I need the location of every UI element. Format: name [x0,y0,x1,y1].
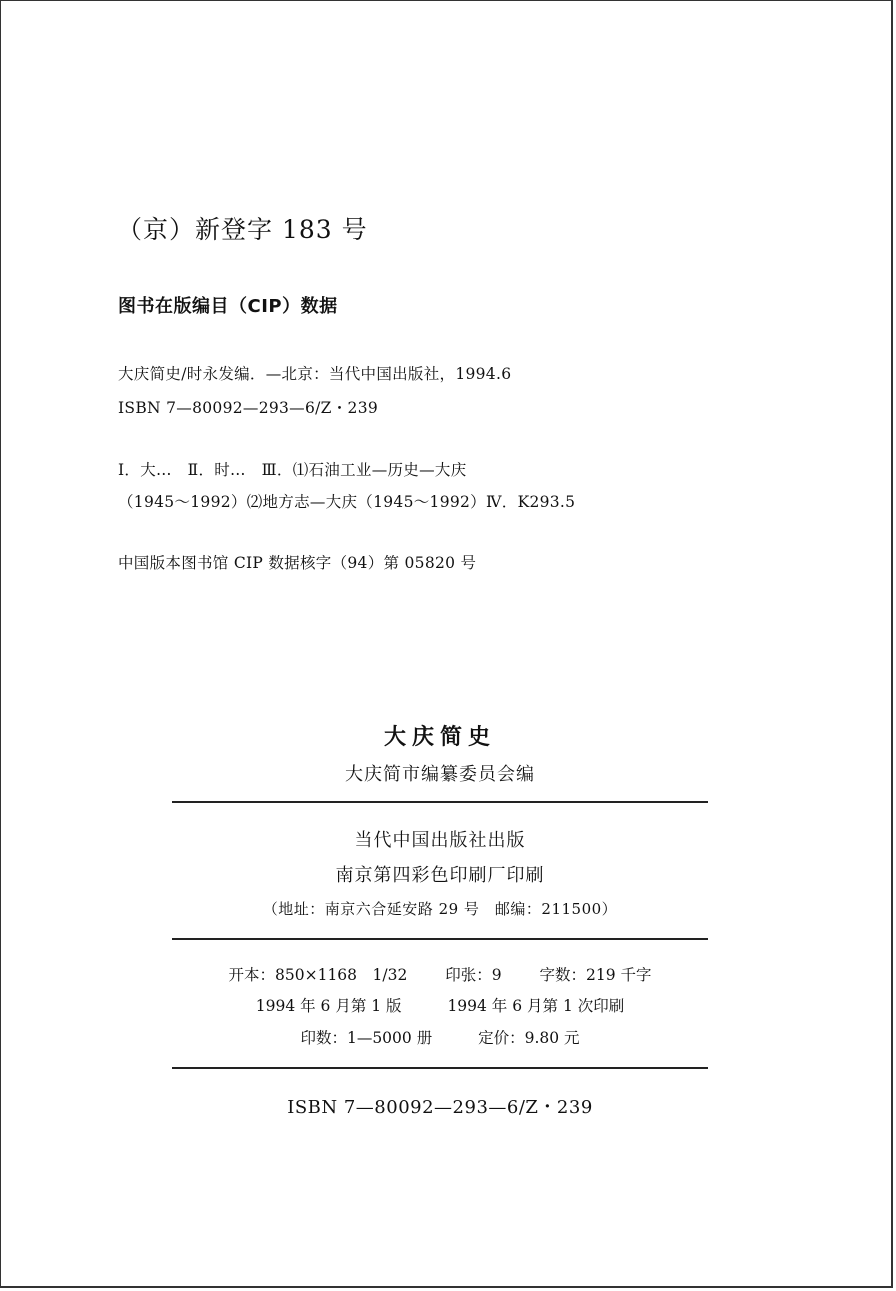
cip-line-classification: （1945～1992）⑵地方志—大庆（1945～1992）Ⅳ．K293.5 [118,493,576,511]
specs-line-1 [172,963,708,985]
divider-rule [172,801,708,803]
registration-number: （京）新登字 183 号 [117,215,368,244]
edition: 1994 年 6 月第 1 版 [255,997,402,1015]
word-count: 字数：219 千字 [539,966,652,984]
cip-heading: 图书在版编目（CIP）数据 [118,296,338,317]
print-run: 印数：1—5000 册 [300,1029,433,1047]
format: 开本：850×1168 1/32 [228,966,408,984]
isbn: ISBN 7—80092—293—6/Z・239 [287,1097,593,1118]
price: 定价：9.80 元 [478,1029,580,1047]
cip-line-title: 大庆简史/时永发编．—北京：当代中国出版社，1994.6 [118,365,512,383]
divider-rule [172,1067,708,1069]
publisher: 当代中国出版社出版 [354,830,526,851]
printer: 南京第四彩色印刷厂印刷 [335,865,545,886]
cip-line-record-number: 中国版本图书馆 CIP 数据核字（94）第 05820 号 [118,554,477,572]
cip-line-isbn: ISBN 7—80092—293—6/Z・239 [118,399,379,417]
book-title: 大庆简史 [383,725,496,750]
book-editor: 大庆简市编纂委员会编 [345,764,535,785]
printer-address: （地址：南京六合延安路 29 号 邮编：211500） [262,900,618,918]
specs-line-3 [172,1026,708,1048]
cip-line-subjects: Ⅰ．大… Ⅱ．时… Ⅲ．⑴石油工业—历史—大庆 [118,461,467,479]
printed-sheets: 印张：9 [445,966,502,984]
printing: 1994 年 6 月第 1 次印刷 [447,997,625,1015]
divider-rule [172,938,708,940]
specs-line-2 [172,994,708,1016]
